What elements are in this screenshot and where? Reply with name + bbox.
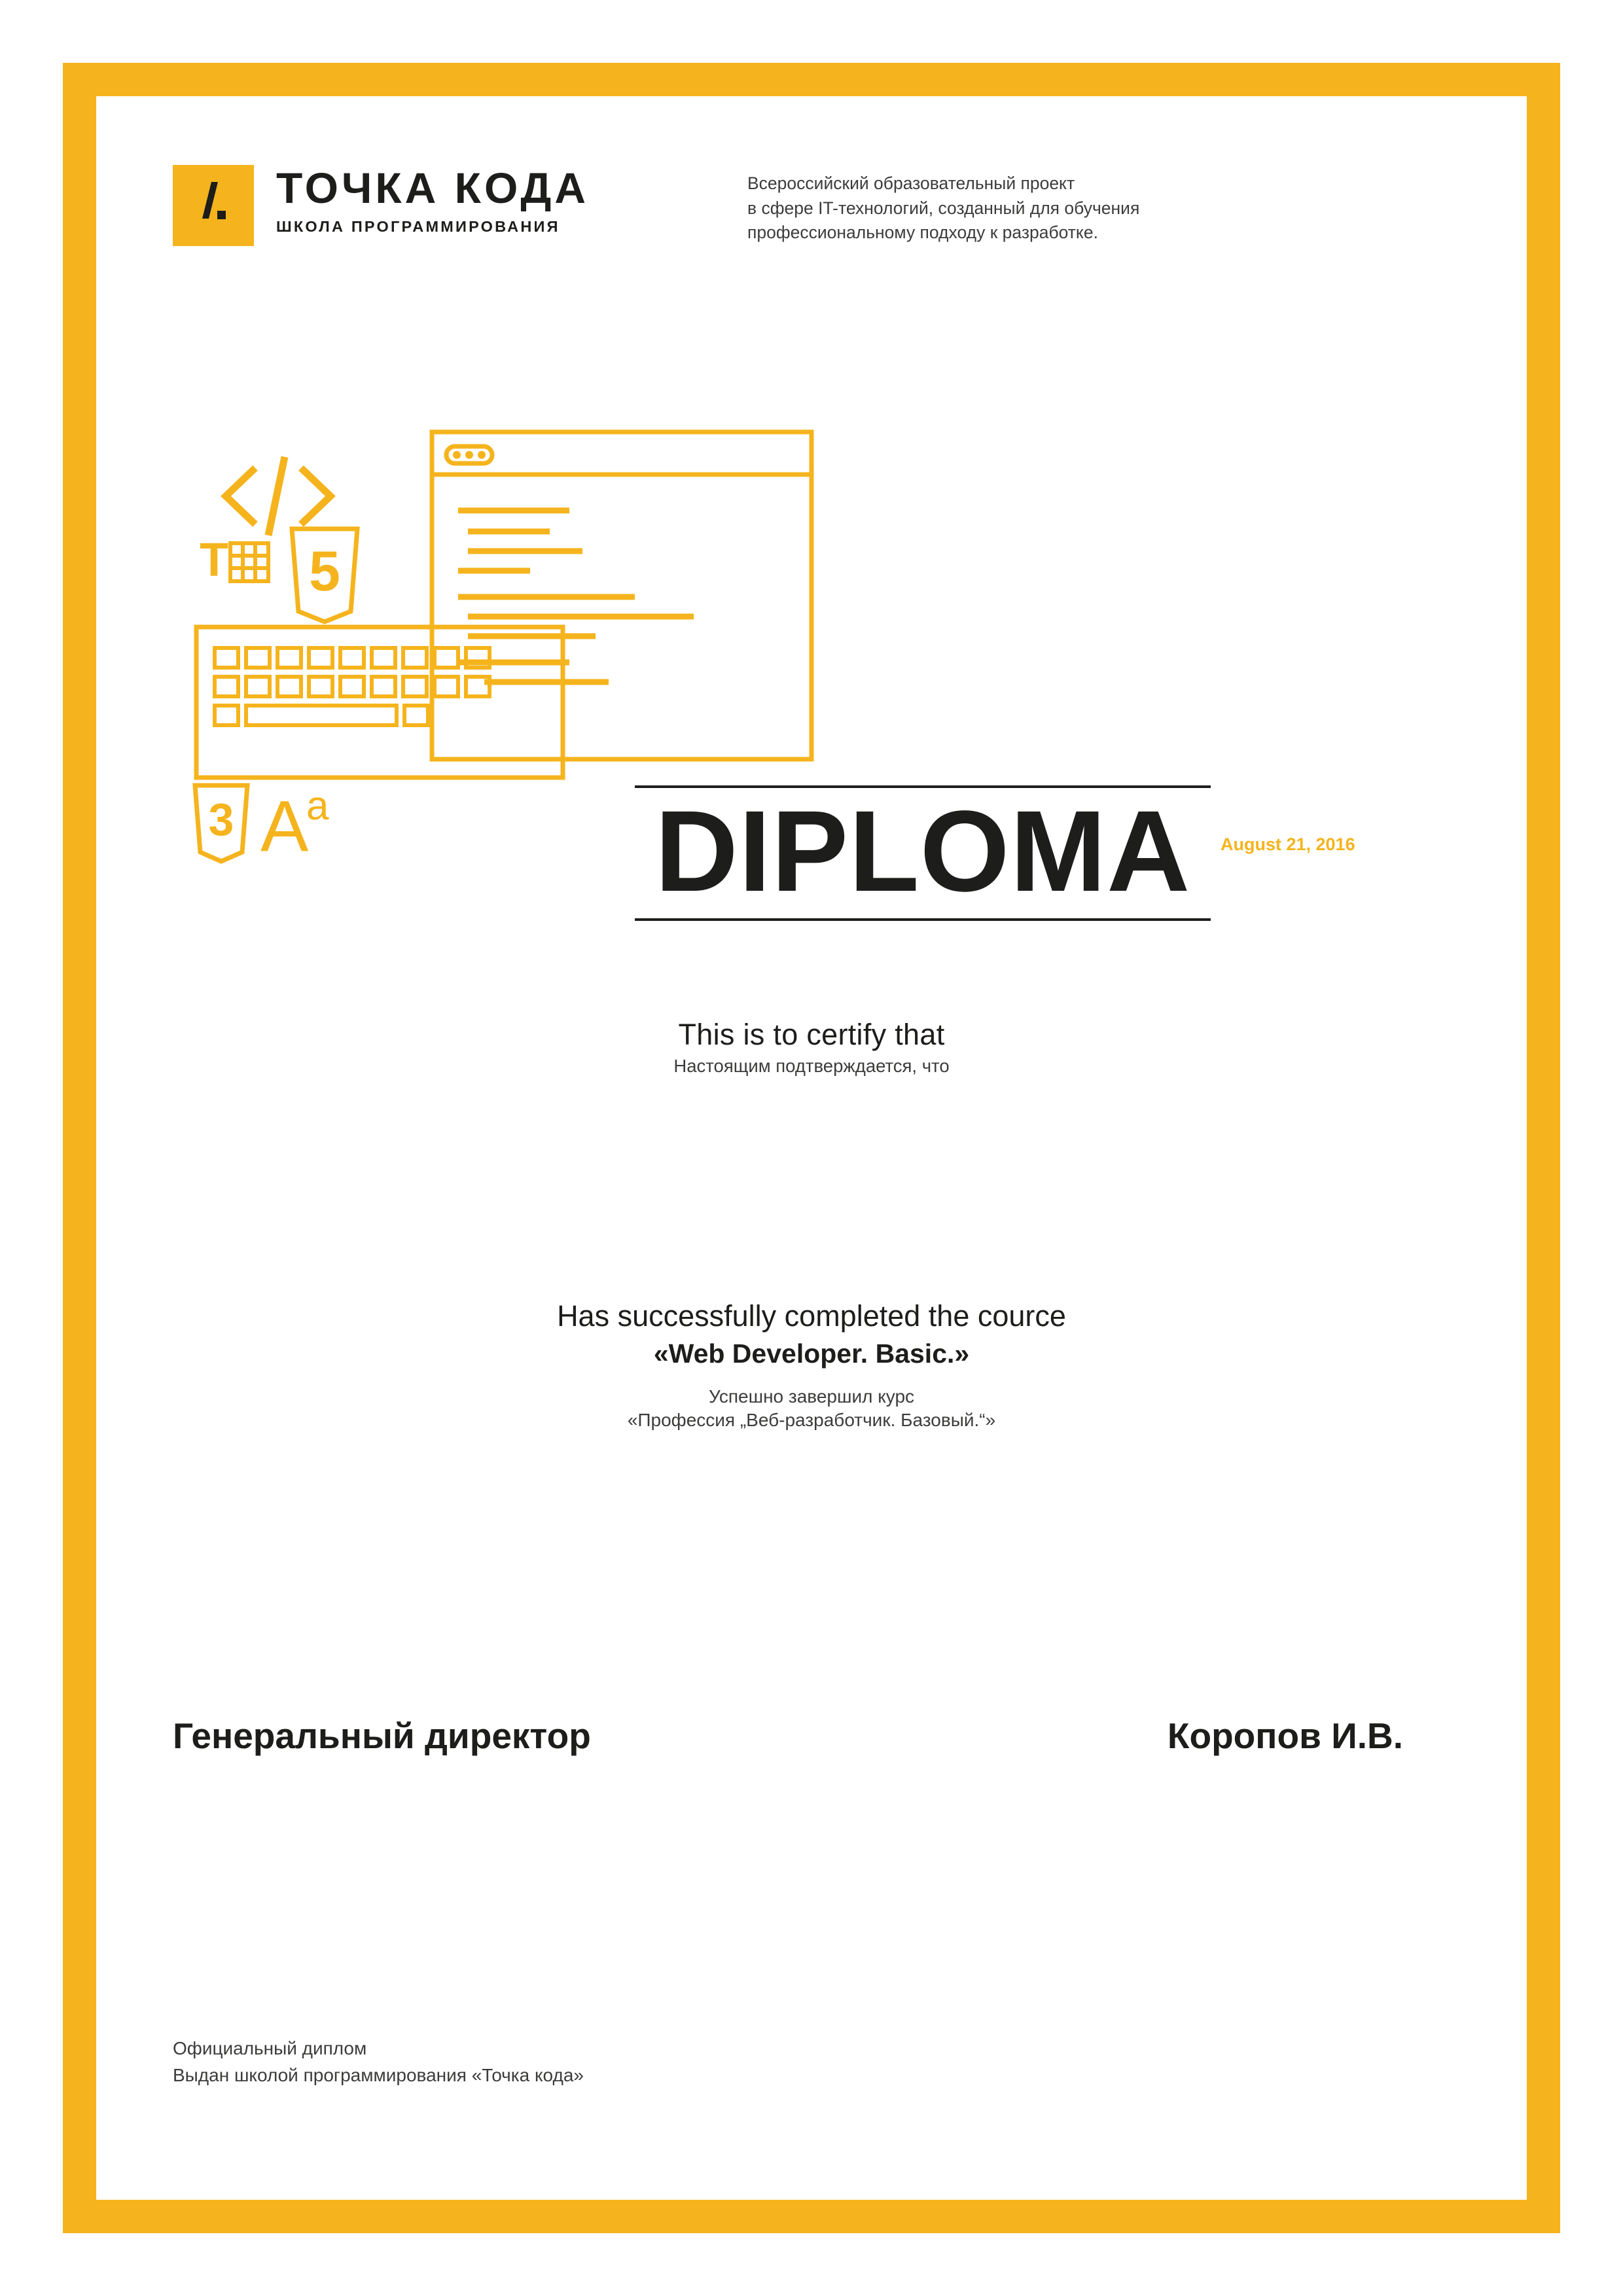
issue-date: August 21, 2016	[1221, 834, 1355, 854]
certify-text-ru: Настоящим подтверждается, что	[673, 1056, 950, 1076]
font-size-icon	[260, 783, 329, 867]
code-brackets-icon	[226, 457, 330, 535]
course-completed-ru: Успешно завершил курс	[708, 1386, 915, 1407]
css3-badge-icon	[195, 785, 247, 861]
header	[173, 162, 1455, 246]
certify-text-en: This is to certify that	[678, 1018, 945, 1051]
brand-title: ТОЧКА КОДА	[276, 164, 590, 212]
svg-text:A: A	[260, 786, 309, 867]
brand-logo	[173, 162, 722, 246]
footer-line-2: Выдан школой программирования «Точка кода»	[173, 2064, 584, 2085]
header-description-line-2: в сфере IT-технологий, созданный для обучения	[747, 198, 1140, 218]
course-completed-en: Has successfully completed the cource	[557, 1299, 1066, 1333]
signatory-title: Генеральный директор	[173, 1715, 591, 1756]
slash-dot-logo-icon	[173, 165, 254, 246]
diploma-title-block	[635, 785, 1355, 921]
header-description-line-3: профессиональному подходу к разработке.	[747, 223, 1098, 243]
course-name-en: «Web Developer. Basic.»	[653, 1338, 970, 1369]
developer-illustration	[177, 419, 929, 1041]
inner-border-frame	[94, 94, 1529, 2202]
brand-subtitle: ШКОЛА ПРОГРАММИРОВАНИЯ	[276, 218, 560, 235]
svg-text:5: 5	[309, 540, 340, 603]
svg-text:3: 3	[208, 794, 234, 845]
header-description-line-1: Всероссийский образовательный проект	[747, 173, 1075, 193]
diploma-word: DIPLOMA	[654, 787, 1191, 916]
svg-text:a: a	[306, 783, 329, 829]
header-description	[747, 162, 1139, 245]
svg-text:T: T	[200, 534, 228, 586]
footer-line-1: Официальный диплом	[173, 2038, 367, 2058]
certify-block	[0, 1018, 1623, 1077]
course-block	[0, 1299, 1623, 1431]
typography-grid-icon	[200, 534, 268, 586]
html5-badge-icon	[292, 529, 357, 622]
signature-row	[173, 1715, 1403, 1757]
rule-bottom	[635, 918, 1211, 921]
browser-window-icon	[432, 432, 812, 759]
keyboard-icon	[196, 627, 563, 778]
signatory-name: Коропов И.В.	[1167, 1715, 1403, 1756]
brand-logo-text	[276, 162, 589, 236]
footer	[173, 2036, 584, 2089]
course-name-ru: «Профессия „Веб-разработчик. Базовый.“»	[627, 1410, 996, 1430]
